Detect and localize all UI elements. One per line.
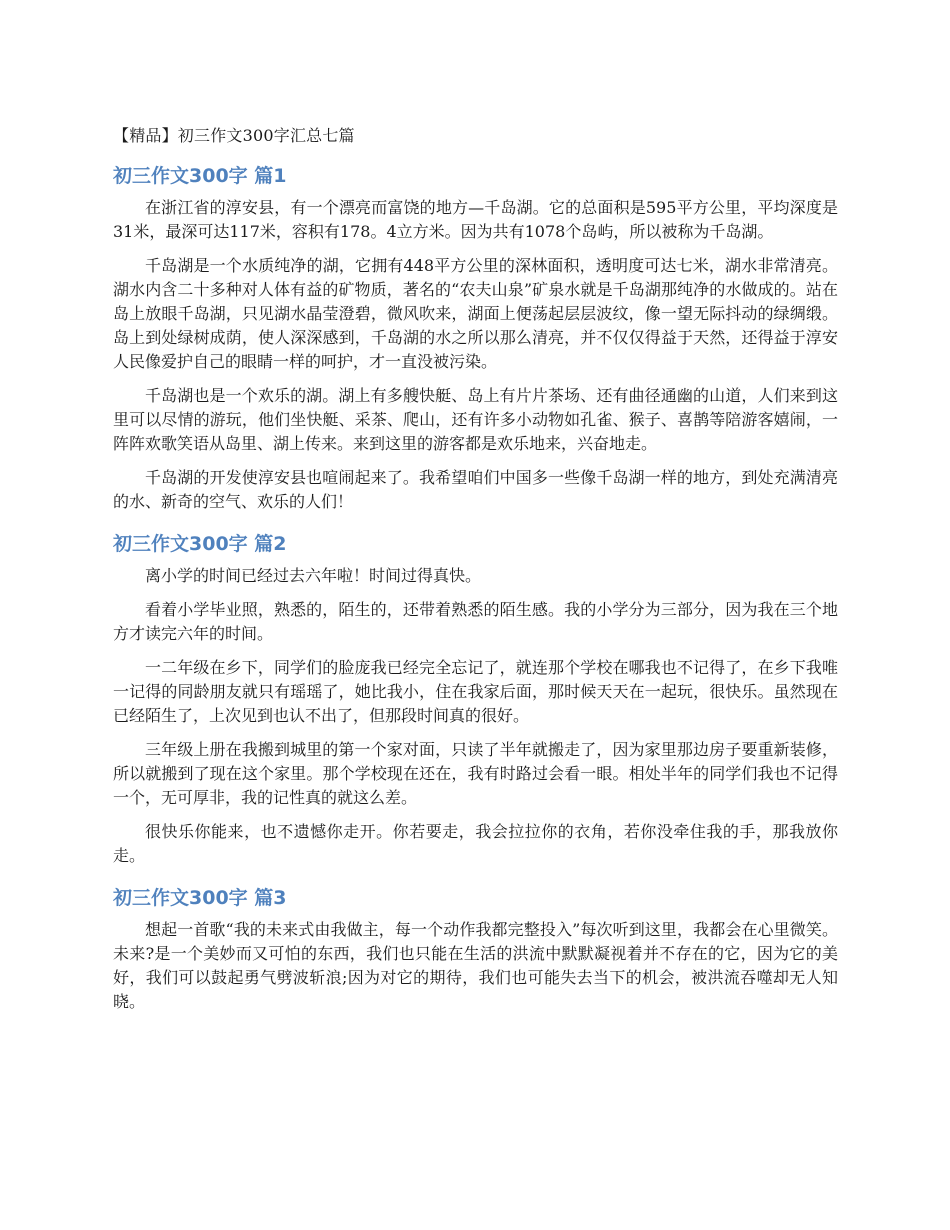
paragraph: 在浙江省的淳安县，有一个漂亮而富饶的地方—千岛湖。它的总面积是595平方公里，平均深度是31米，最深可达117米，容积有178。4立方米。因为共有1078个岛屿，所以被称为千岛湖。 bbox=[113, 198, 838, 241]
document-title: 【精品】初三作文300字汇总七篇 bbox=[113, 126, 355, 145]
section-heading: 初三作文300字 篇1 bbox=[113, 165, 287, 187]
paragraph: 千岛湖也是一个欢乐的湖。湖上有多艘快艇、岛上有片片茶场、还有曲径通幽的山道，人们来到这里可以尽情的游玩，他们坐快艇、采茶、爬山，还有许多小动物如孔雀、猴子、喜鹊等陪游客嬉闹，一阵阵欢歌笑语从岛里、湖上传来。来到这里的游客都是欢乐地来，兴奋地走。 bbox=[113, 386, 838, 453]
paragraph: 一二年级在乡下，同学们的脸庞我已经完全忘记了，就连那个学校在哪我也不记得了，在乡下我唯一记得的同龄朋友就只有瑶瑶了，她比我小，住在我家后面，那时候天天在一起玩，很快乐。虽然现在已经陌生了，上次见到也认不出了，但那段时间真的很好。 bbox=[113, 658, 838, 725]
paragraph: 想起一首歌“我的未来式由我做主，每一个动作我都完整投入”每次听到这里，我都会在心里微笑。未来?是一个美妙而又可怕的东西，我们也只能在生活的洪流中默默凝视着并不存在的它，因为它的美好，我们可以鼓起勇气劈波斩浪;因为对它的期待，我们也可能失去当下的机会，被洪流吞噬却无人知晓。 bbox=[113, 920, 838, 1011]
section-heading: 初三作文300字 篇2 bbox=[113, 533, 287, 555]
paragraph: 看着小学毕业照，熟悉的，陌生的，还带着熟悉的陌生感。我的小学分为三部分，因为我在三个地方才读完六年的时间。 bbox=[113, 600, 838, 643]
essay-section-3 bbox=[113, 884, 838, 1014]
paragraph: 很快乐你能来，也不遗憾你走开。你若要走，我会拉拉你的衣角，若你没牵住我的手，那我放你走。 bbox=[113, 822, 838, 865]
paragraph: 千岛湖是一个水质纯净的湖，它拥有448平方公里的深林面积，透明度可达七米，湖水非常清亮。湖水内含二十多种对人体有益的矿物质，著名的“农夫山泉”矿泉水就是千岛湖那纯净的水做成的。站在岛上放眼千岛湖，只见湖水晶莹澄碧，微风吹来，湖面上便荡起层层波纹，像一望无际抖动的绿绸缎。岛上到处绿树成荫，使人深深感到，千岛湖的水之所以那么清亮，并不仅仅得益于天然，还得益于淳安人民像爱护自己的眼睛一样的呵护，才一直没被污染。 bbox=[113, 256, 838, 371]
document-page bbox=[113, 122, 838, 1024]
paragraph: 离小学的时间已经过去六年啦！时间过得真快。 bbox=[145, 566, 482, 585]
section-heading: 初三作文300字 篇3 bbox=[113, 887, 287, 909]
paragraph: 三年级上册在我搬到城里的第一个家对面，只读了半年就搬走了，因为家里那边房子要重新装修，所以就搬到了现在这个家里。那个学校现在还在，我有时路过会看一眼。相处半年的同学们我也不记得一个，无可厚非，我的记性真的就这么差。 bbox=[113, 740, 838, 807]
essay-section-2 bbox=[113, 530, 838, 868]
essay-section-1 bbox=[113, 162, 838, 514]
paragraph: 千岛湖的开发使淳安县也喧闹起来了。我希望咱们中国多一些像千岛湖一样的地方，到处充满清亮的水、新奇的空气、欢乐的人们！ bbox=[113, 468, 838, 511]
